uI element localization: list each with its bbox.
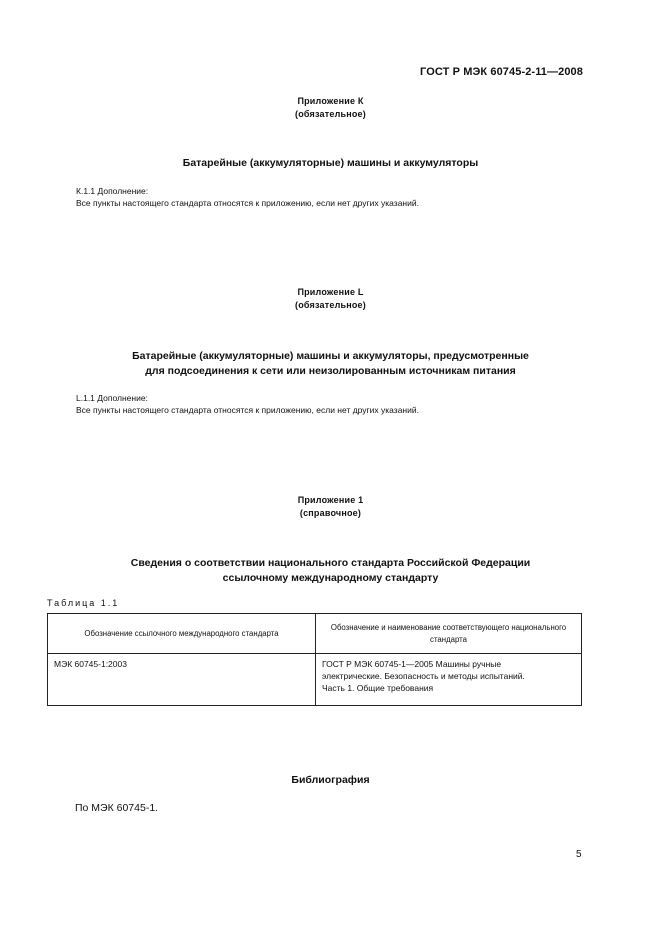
table-header-national: Обозначение и наименование соответствующего национального стандарта [316, 614, 582, 654]
annex-l-status: (обязательное) [295, 300, 366, 310]
table-row [48, 654, 582, 706]
annex-k-clause [76, 185, 419, 209]
annex-l-clause-text: Все пункты настоящего стандарта относятся к приложению, если нет других указаний. [76, 405, 419, 415]
table-cell-national-line3: Часть 1. Общие требования [322, 683, 434, 693]
bibliography-title: Библиография [291, 774, 370, 786]
annex-1-title: Приложение 1 [297, 495, 364, 505]
annex-k-status: (обязательное) [295, 109, 366, 119]
table-header-international: Обозначение ссылочного международного стандарта [48, 614, 316, 654]
annex-k-clause-text: Все пункты настоящего стандарта относятся к приложению, если нет других указаний. [76, 198, 419, 208]
bibliography-text: По МЭК 60745-1. [75, 802, 159, 814]
table-header-row [48, 614, 582, 654]
annex-l-heading [0, 349, 661, 379]
table-cell-national-line2: электрические. Безопасность и методы испытаний. [322, 671, 525, 681]
annex-k-clause-number: К.1.1 Дополнение: [76, 186, 149, 196]
page-number: 5 [576, 849, 582, 860]
annex-l-title: Приложение L [297, 287, 364, 297]
annex-k-title: Приложение К [297, 96, 364, 106]
correspondence-table [47, 613, 582, 706]
annex-k-block [0, 95, 661, 121]
table-cell-national [316, 654, 582, 706]
annex-k-heading: Батарейные (аккумуляторные) машины и аккумуляторы [182, 157, 479, 169]
annex-l-heading-line2: для подсоединения к сети или неизолированным источникам питания [145, 365, 516, 377]
annex-1-block [0, 494, 661, 520]
annex-1-heading-line2: ссылочному международному стандарту [222, 572, 439, 584]
annex-1-status: (справочное) [299, 508, 362, 518]
document-header-code: ГОСТ Р МЭК 60745-2-11—2008 [420, 66, 583, 78]
annex-1-heading-line1: Сведения о соответствии национального стандарта Российской Федерации [130, 557, 531, 569]
table-cell-national-line1: ГОСТ Р МЭК 60745-1—2005 Машины ручные [322, 659, 502, 669]
annex-l-clause [76, 392, 419, 416]
annex-l-heading-line1: Батарейные (аккумуляторные) машины и аккумуляторы, предусмотренные [132, 350, 529, 362]
table-label: Таблица 1.1 [47, 598, 120, 608]
table-cell-international: МЭК 60745-1:2003 [48, 654, 316, 706]
annex-1-heading [0, 556, 661, 586]
annex-l-block [0, 286, 661, 312]
annex-l-clause-number: L.1.1 Дополнение: [76, 393, 148, 403]
